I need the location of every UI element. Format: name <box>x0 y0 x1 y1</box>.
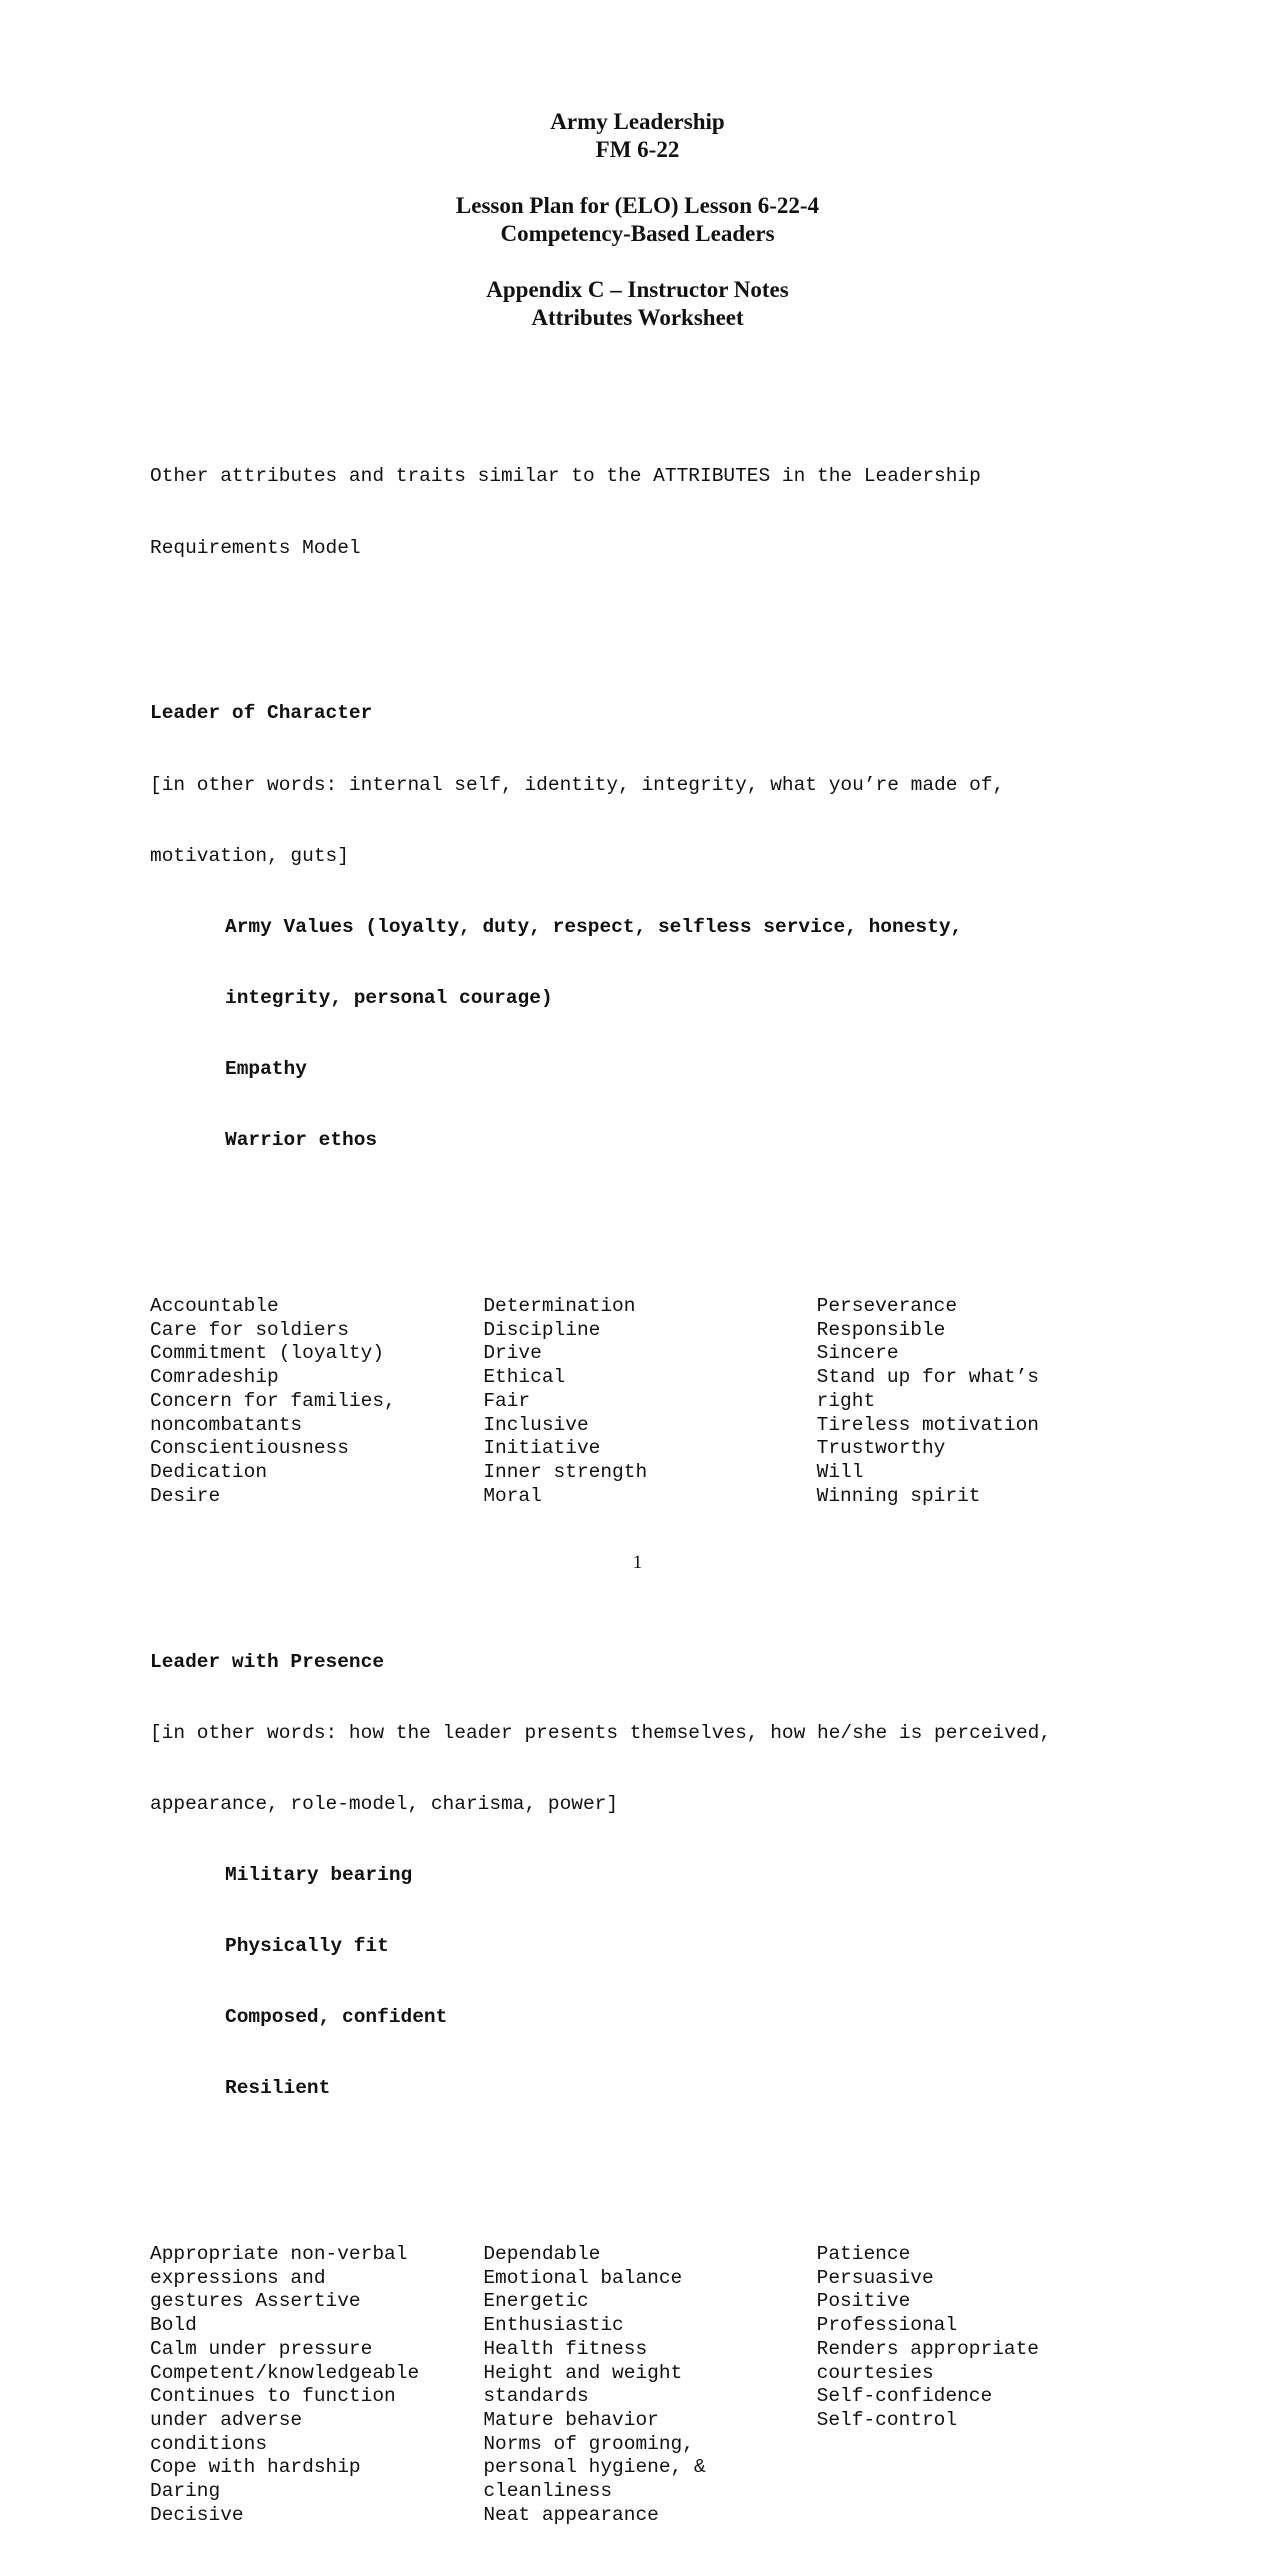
trait-item: Comradeship <box>150 1366 279 1389</box>
trait-item: standards <box>483 2385 589 2408</box>
trait-item: Perseverance <box>816 1294 958 1317</box>
trait-item: Moral <box>483 1484 542 1507</box>
title-army-leadership: Army Leadership <box>550 109 725 134</box>
trait-item: Health fitness <box>483 2337 648 2360</box>
trait-item: Renders appropriate <box>816 2337 1039 2360</box>
trait-item: Will <box>816 1460 864 1483</box>
section-heading-character: Leader of Character <box>150 702 373 725</box>
trait-item: Inner strength <box>483 1460 648 1483</box>
trait-item: under adverse <box>150 2409 303 2431</box>
character-traits-columns <box>150 1295 1150 1508</box>
presence-col-3 <box>817 2243 1150 2527</box>
character-core-attribute: integrity, personal courage) <box>225 986 553 1009</box>
title-fm: FM 6-22 <box>595 137 680 162</box>
character-core-attribute: Warrior ethos <box>225 1129 378 1152</box>
trait-item: Patience <box>816 2243 911 2266</box>
character-col-3 <box>817 1295 1150 1508</box>
trait-item: right <box>816 1389 876 1412</box>
character-description: motivation, guts] <box>150 844 349 867</box>
character-core-attribute: Empathy <box>225 1057 307 1080</box>
trait-item: Bold <box>150 2314 197 2337</box>
presence-core-attribute: Composed, confident <box>225 2006 448 2029</box>
trait-item: Conscientiousness <box>150 1437 349 1460</box>
trait-item: conditions <box>150 2432 268 2455</box>
trait-item: Professional <box>816 2314 958 2337</box>
trait-item: expressions and <box>150 2266 326 2289</box>
trait-item: Emotional balance <box>483 2266 683 2289</box>
presence-core-attribute: Resilient <box>225 2077 331 2100</box>
trait-item: Height and weight <box>483 2361 683 2384</box>
intro-line: Requirements Model <box>150 536 361 559</box>
trait-item: Enthusiastic <box>483 2314 624 2337</box>
trait-item: Positive <box>816 2290 911 2313</box>
title-competency: Competency-Based Leaders <box>500 221 775 246</box>
trait-item: Winning spirit <box>816 1484 981 1507</box>
trait-item: Sincere <box>816 1342 899 1365</box>
character-col-1 <box>150 1295 483 1508</box>
trait-item: Calm under pressure <box>150 2337 373 2360</box>
title-worksheet: Attributes Worksheet <box>531 305 744 330</box>
trait-item: Trustworthy <box>816 1437 946 1460</box>
intro-line: Other attributes and traits similar to the ATTRIBUTES in the Leadership <box>150 465 981 488</box>
document-body <box>150 418 1150 2551</box>
presence-col-1 <box>150 2243 483 2527</box>
trait-item: Discipline <box>483 1318 601 1341</box>
trait-item: personal hygiene, & <box>483 2456 706 2479</box>
character-description: [in other words: internal self, identity, integrity, what you’re made of, <box>150 773 1005 796</box>
trait-item: Cope with hardship <box>150 2456 361 2479</box>
title-lesson-plan: Lesson Plan for (ELO) Lesson 6-22-4 <box>455 193 820 218</box>
trait-item: Daring <box>150 2480 221 2503</box>
character-core-attribute: Army Values (loyalty, duty, respect, selfless service, honesty, <box>225 915 963 938</box>
presence-traits-columns <box>150 2243 1150 2527</box>
trait-item: Energetic <box>483 2290 589 2313</box>
trait-item: Appropriate non-verbal <box>150 2243 408 2266</box>
presence-core-attribute: Military bearing <box>225 1863 413 1886</box>
trait-item: Tireless motivation <box>816 1413 1039 1436</box>
trait-item: courtesies <box>816 2361 934 2384</box>
presence-col-2 <box>483 2243 816 2527</box>
trait-item: Continues to function <box>150 2385 396 2408</box>
trait-item: noncombatants <box>150 1413 303 1436</box>
trait-item: Determination <box>483 1294 636 1317</box>
trait-item: Ethical <box>483 1366 566 1389</box>
trait-item: Care for soldiers <box>150 1318 349 1341</box>
character-col-2 <box>483 1295 816 1508</box>
trait-item: Self-control <box>816 2409 958 2431</box>
trait-item: Self-confidence <box>816 2385 993 2408</box>
trait-item: Mature behavior <box>483 2409 659 2431</box>
trait-item: Decisive <box>150 2503 244 2526</box>
trait-item: Competent/knowledgeable <box>150 2361 420 2384</box>
title-appendix: Appendix C – Instructor Notes <box>486 277 789 302</box>
trait-item: Norms of grooming, <box>483 2432 694 2455</box>
trait-item: Desire <box>150 1484 221 1507</box>
presence-description: appearance, role-model, charisma, power] <box>150 1792 619 1815</box>
presence-core-attribute: Physically fit <box>225 1934 389 1957</box>
trait-item: Fair <box>483 1389 531 1412</box>
presence-description: [in other words: how the leader presents themselves, how he/she is perceived, <box>150 1721 1052 1744</box>
trait-item: gestures Assertive <box>150 2290 361 2313</box>
trait-item: Dependable <box>483 2243 601 2266</box>
trait-item: Responsible <box>816 1318 946 1341</box>
page-number: 1 <box>632 1552 643 1573</box>
trait-item: cleanliness <box>483 2480 613 2503</box>
document-header <box>0 108 1275 332</box>
trait-item: Persuasive <box>816 2266 934 2289</box>
section-heading-presence: Leader with Presence <box>150 1650 385 1673</box>
trait-item: Initiative <box>483 1437 601 1460</box>
trait-item: Dedication <box>150 1460 268 1483</box>
trait-item: Stand up for what’s <box>816 1366 1039 1389</box>
trait-item: Inclusive <box>483 1413 589 1436</box>
trait-item: Accountable <box>150 1294 279 1317</box>
trait-item: Commitment (loyalty) <box>150 1342 385 1365</box>
trait-item: Drive <box>483 1342 542 1365</box>
trait-item: Concern for families, <box>150 1389 396 1412</box>
trait-item: Neat appearance <box>483 2503 659 2526</box>
